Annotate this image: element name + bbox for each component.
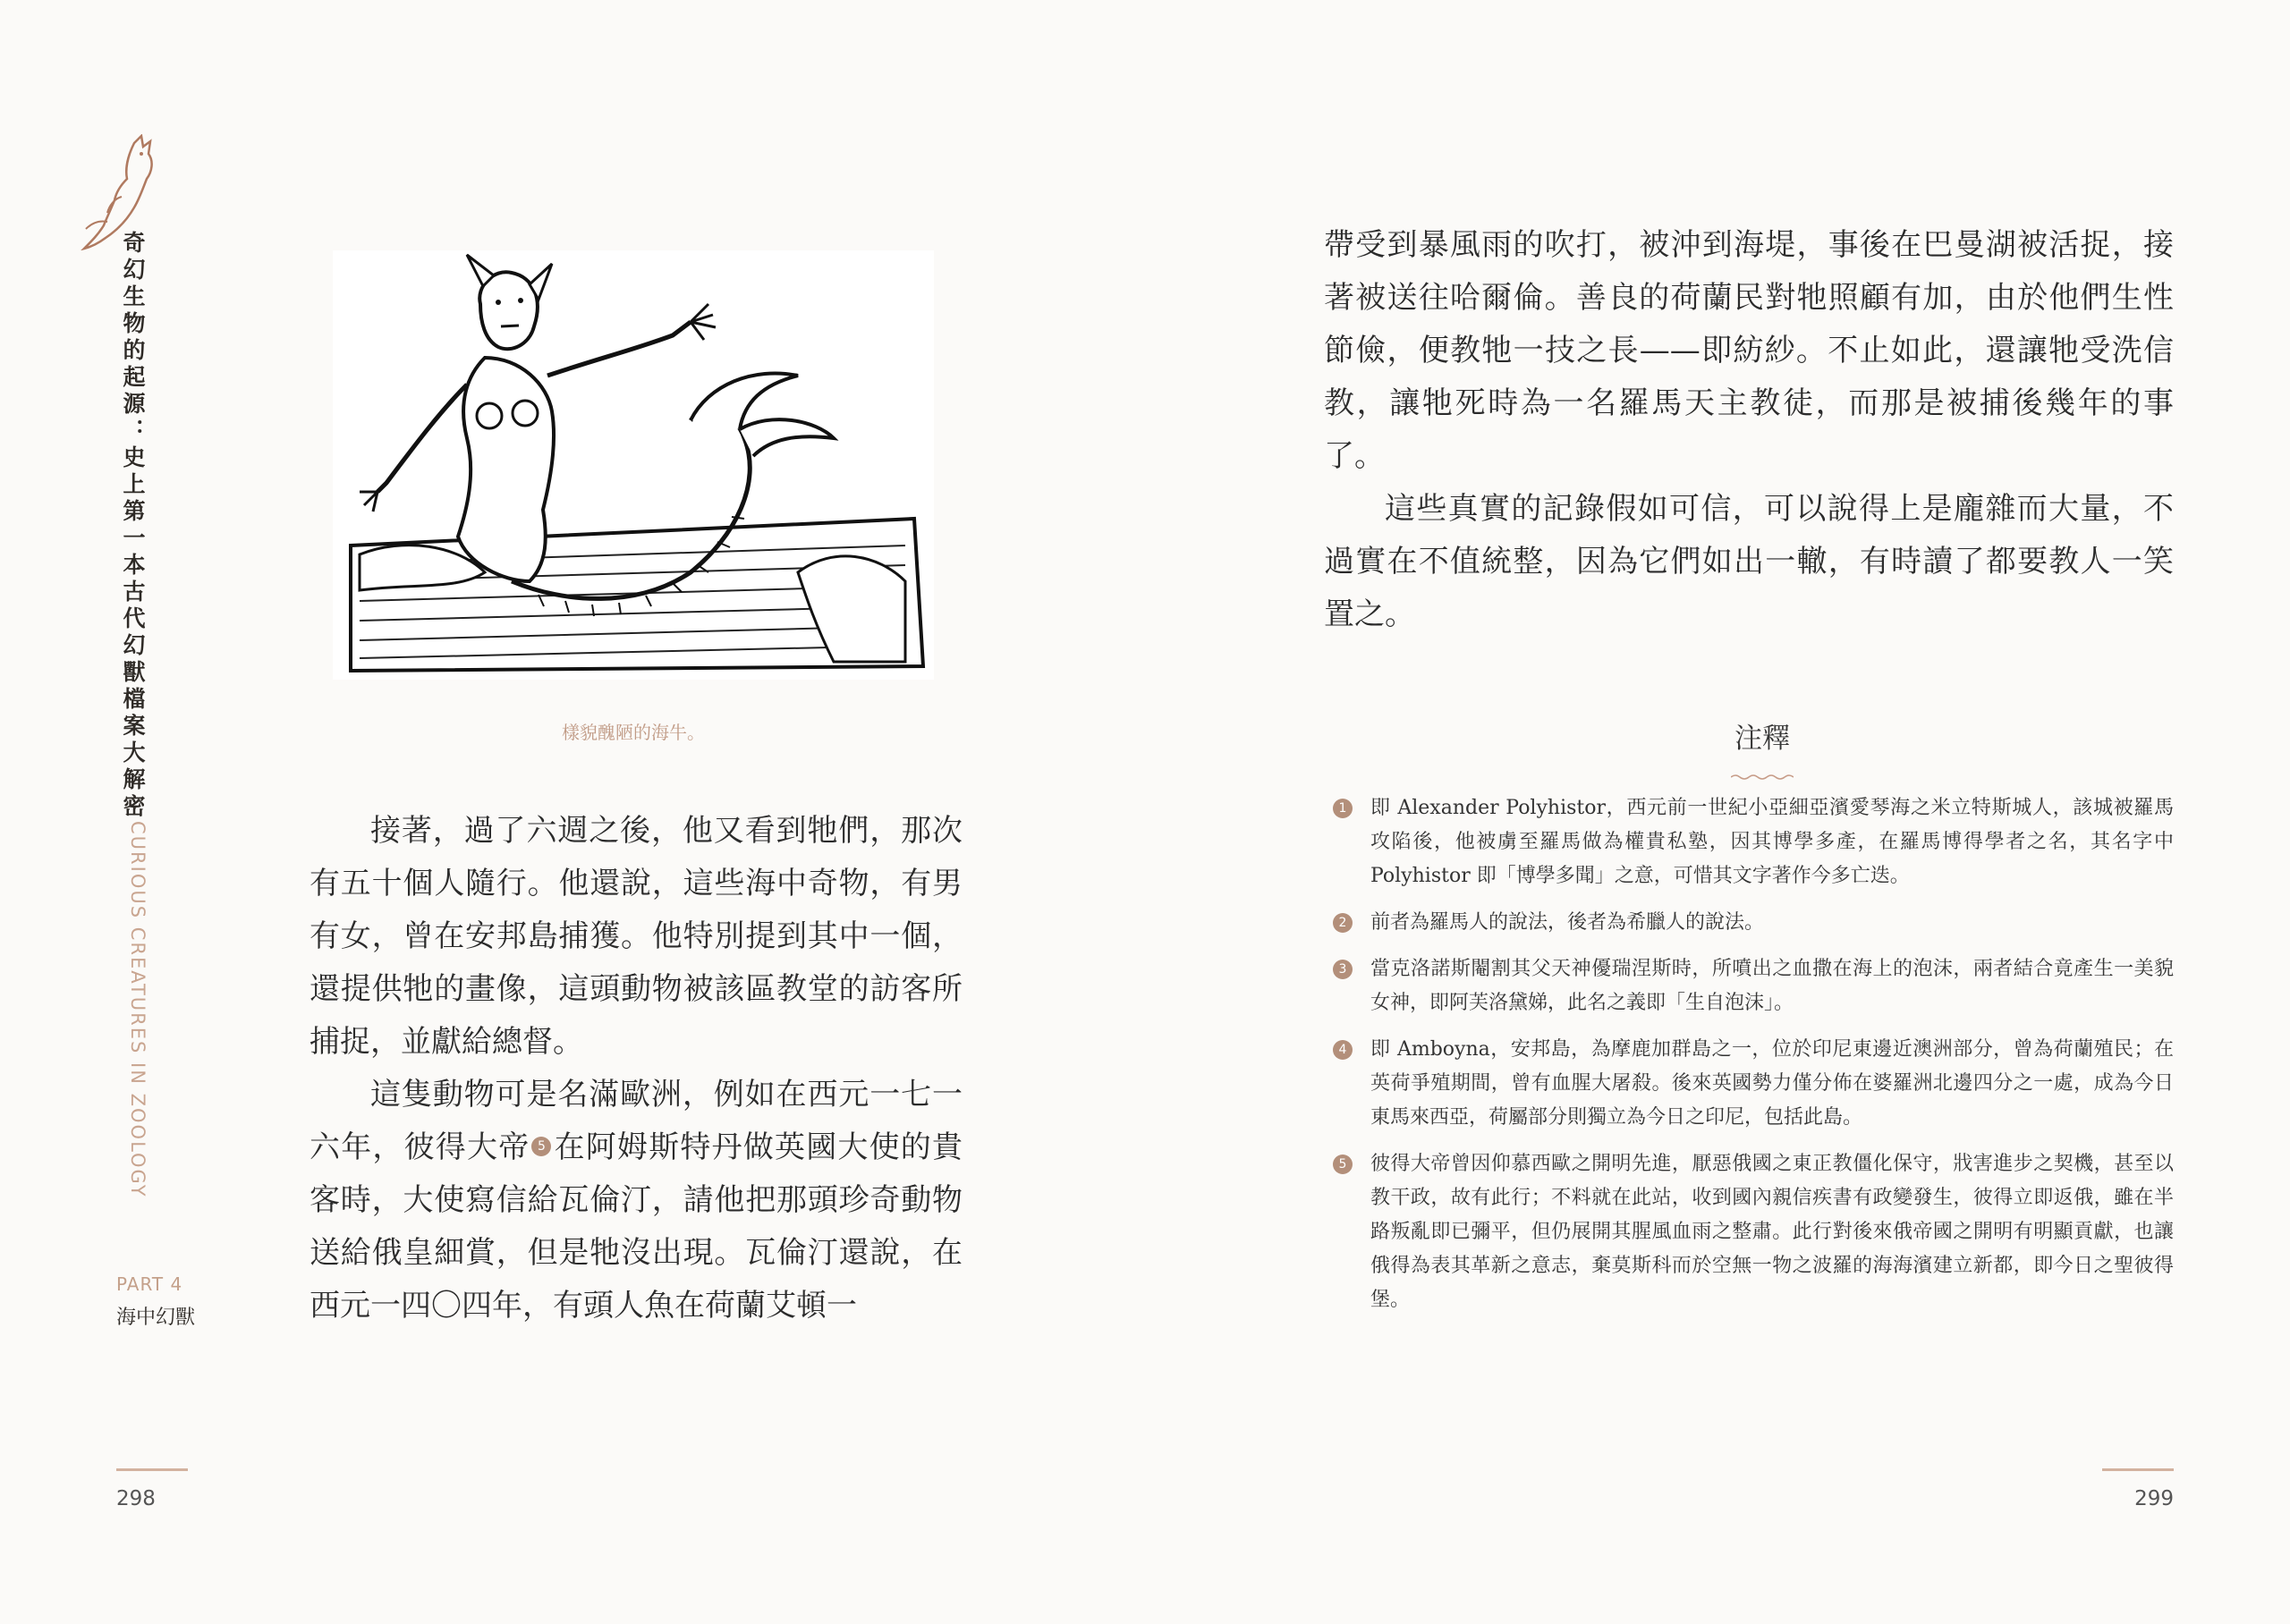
page-number-right <box>2102 1468 2174 1510</box>
part-name: 海中幻獸 <box>116 1307 196 1329</box>
note-item <box>1333 1033 2174 1135</box>
note-text: 當克洛諾斯閹割其父天神優瑞涅斯時，所噴出之血撒在海上的泡沫，兩者結合竟產生一美貌女神，即阿芙洛黛娣，此名之義即「生自泡沫」。 <box>1370 958 2174 1014</box>
page-number-text: 298 <box>116 1487 156 1510</box>
note-number: 2 <box>1333 913 1353 933</box>
figure-caption: 樣貌醜陋的海牛。 <box>562 722 705 743</box>
paragraph-text: 在阿姆斯特丹做英國大使的貴客時，大使寫信給瓦倫汀，請他把那頭珍奇動物送給俄皇細賞，但是牠沒出現。瓦倫汀還說，在西元一四〇四年，有頭人魚在荷蘭艾頓一 <box>310 1129 963 1324</box>
notes-title <box>1682 715 1843 788</box>
note-text: 前者為羅馬人的說法，後者為希臘人的說法。 <box>1370 911 1765 934</box>
paragraph: 接著，過了六週之後，他又看到牠們，那次有五十個人隨行。他還說，這些海中奇物，有男有女，曾在安邦島捕獲。他特別提到其中一個，還提供牠的畫像，這頭動物被該區教堂的訪客所捕捉，並獻給總督。 <box>310 813 963 1060</box>
page-number-rule <box>2102 1468 2174 1471</box>
right-body-text <box>1324 219 2174 641</box>
sea-cow-illustration <box>333 250 934 680</box>
note-text: 即 Alexander Polyhistor，西元前一世紀小亞細亞濱愛琴海之米立特斯城人，該城被羅馬攻陷後，他被虜至羅馬做為權貴私塾，因其博學多產，在羅馬博得學者之名，其名字中 Polyhistor 即「博學多聞」之意，可惜其文字著作今多亡迭。 <box>1370 797 2174 887</box>
note-number: 4 <box>1333 1040 1353 1060</box>
paragraph: 這些真實的記錄假如可信，可以說得上是龐雜而大量，不過實在不值統整，因為它們如出一轍，有時讀了都要教人一笑置之。 <box>1324 491 2174 632</box>
left-body-text <box>310 805 963 1332</box>
book-title-en: CURIOUS CREATURES IN ZOOLOGY <box>127 821 148 1198</box>
note-item <box>1333 1147 2174 1317</box>
note-text: 彼得大帝曾因仰慕西歐之開明先進，厭惡俄國之東正教僵化保守，戕害進步之契機，甚至以教干政，故有此行；不料就在此站，收到國內親信疾書有政變發生，彼得立即返俄，雖在半路叛亂即已彌平，但仍展開其腥風血雨之整肅。此行對後來俄帝國之開明有明顯貢獻，也讓俄得為表其革新之意志，棄莫斯科而於空無一物之波羅的海海濱建立新都，即今日之聖彼得堡。 <box>1370 1153 2174 1311</box>
note-item <box>1333 906 2174 940</box>
book-title-zh: 奇幻生物的起源：史上第一本古代幻獸檔案大解密 <box>120 231 146 821</box>
paragraph: 帶受到暴風雨的吹打，被沖到海堤，事後在巴曼湖被活捉，接著被送往哈爾倫。善良的荷蘭民對牠照顧有加，由於他們生性節儉，便教牠一技之長——即紡紗。不止如此，還讓牠受洗信教，讓牠死時為一名羅馬天主教徒，而那是被捕後幾年的事了。 <box>1324 227 2174 474</box>
note-number: 5 <box>1333 1155 1353 1174</box>
paragraph-text: 這隻動物可是名滿歐洲，例如在西元一七一六年，彼得大帝 <box>310 1077 963 1165</box>
wave-ornament-icon <box>1731 774 1794 781</box>
note-number: 3 <box>1333 960 1353 979</box>
notes-title-text: 注釋 <box>1734 723 1790 755</box>
notes-list <box>1333 791 2174 1330</box>
note-item <box>1333 952 2174 1020</box>
part-number: PART 4 <box>116 1273 183 1295</box>
page-number-left <box>116 1468 188 1510</box>
note-item <box>1333 791 2174 893</box>
note-number: 1 <box>1333 799 1353 818</box>
part-label <box>116 1273 195 1330</box>
page-number-rule <box>116 1468 188 1471</box>
page-number-text: 299 <box>2134 1487 2174 1510</box>
paragraph <box>310 1069 963 1332</box>
footnote-marker[interactable]: 5 <box>531 1137 551 1156</box>
running-head <box>116 231 148 1198</box>
note-text: 即 Amboyna，安邦島，為摩鹿加群島之一，位於印尼東邊近澳洲部分，曾為荷蘭殖民；在英荷爭殖期間，曾有血腥大屠殺。後來英國勢力僅分佈在婆羅洲北邊四分之一處，成為今日東馬來西亞，荷屬部分則獨立為今日之印尼，包括此島。 <box>1370 1038 2174 1129</box>
